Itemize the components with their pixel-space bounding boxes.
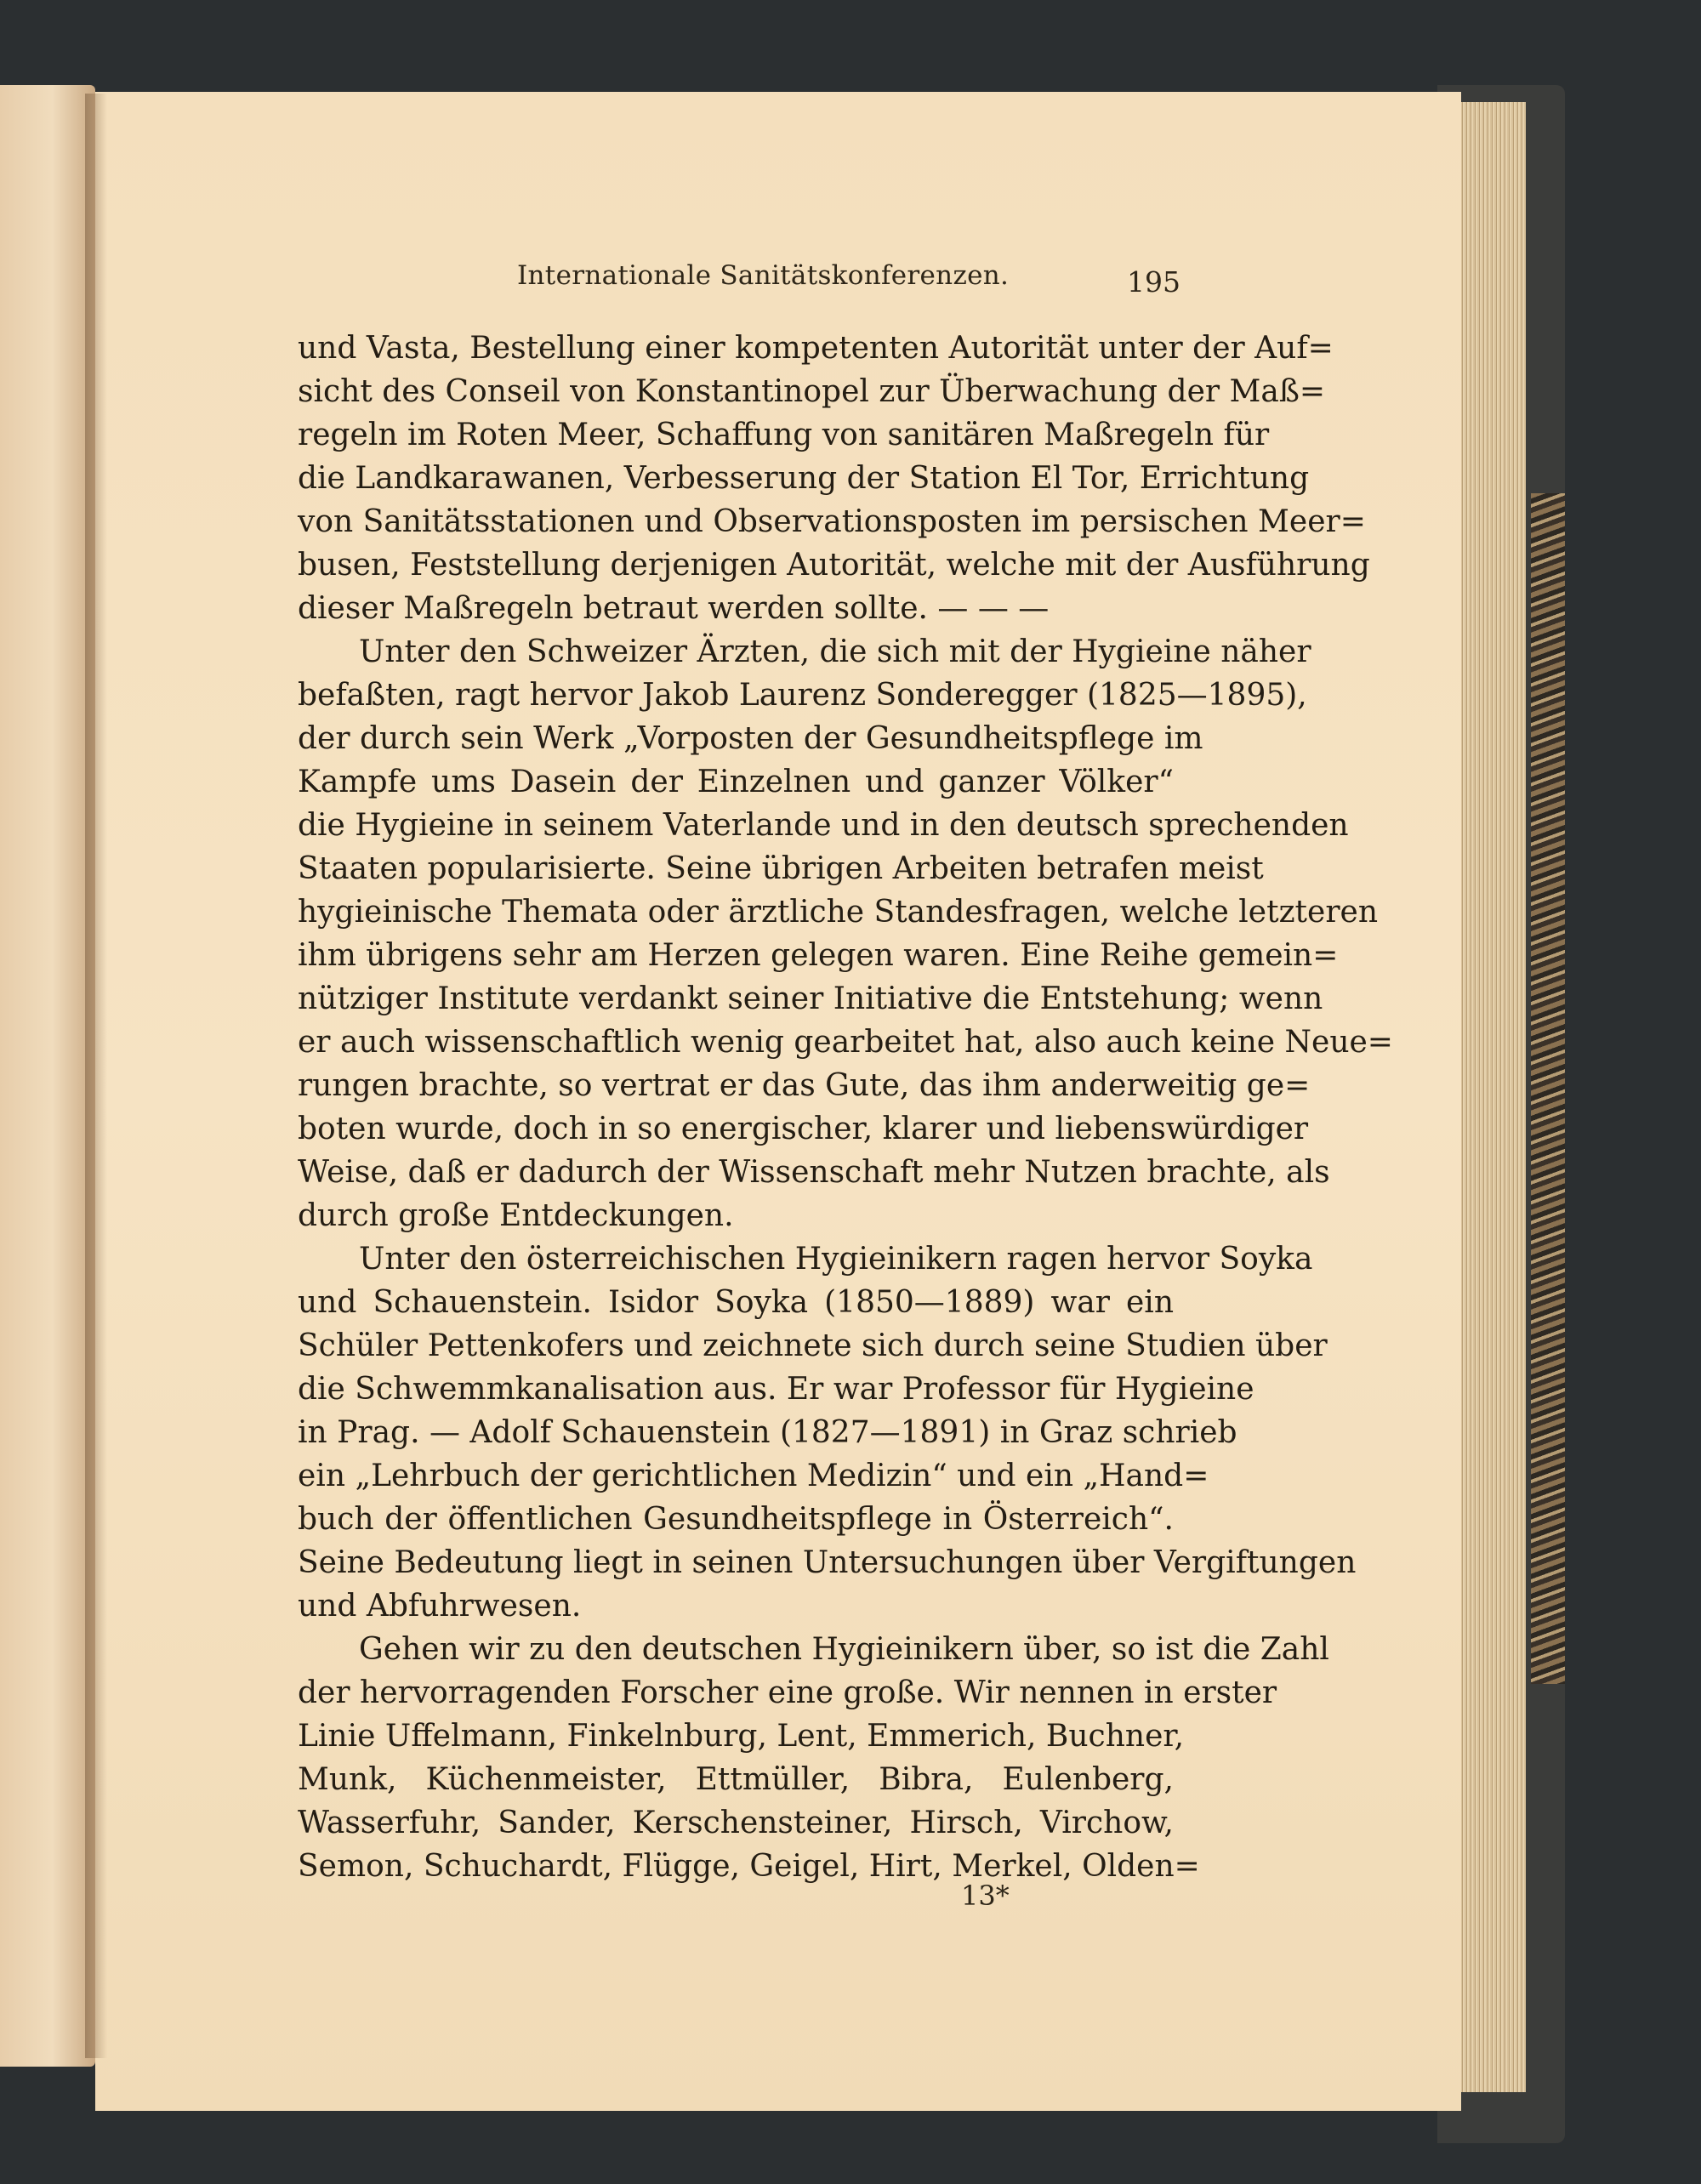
text-line: die Hygieine in seinem Vaterlande und in den deutsch sprechenden — [298, 808, 1349, 843]
page-block-edge — [1456, 102, 1526, 2092]
running-head: Internationale Sanitätskonferenzen. — [517, 260, 1010, 291]
text-line: nütziger Institute verdankt seiner Initiative die Entstehung; wenn — [298, 981, 1323, 1016]
text-line: hygieinische Themata oder ärztliche Standesfragen, welche letzteren — [298, 895, 1379, 930]
text-line: sicht des Conseil von Konstantinopel zur Überwachung der Maß= — [298, 374, 1326, 409]
text-line: durch große Entdeckungen. — [298, 1198, 734, 1233]
book-gutter — [85, 94, 107, 2058]
left-page-edge — [0, 85, 95, 2067]
text-line: Linie Uffelmann, Finkelnburg, Lent, Emmerich, Buchner, — [298, 1719, 1185, 1754]
text-line: von Sanitätsstationen und Observationsposten im persischen Meer= — [298, 504, 1366, 539]
text-line: er auch wissenschaftlich wenig gearbeitet hat, also auch keine Neue= — [298, 1025, 1393, 1060]
text-line: rungen brachte, so vertrat er das Gute, das ihm anderweitig ge= — [298, 1068, 1311, 1103]
text-line: Seine Bedeutung liegt in seinen Untersuchungen über Vergiftungen — [298, 1545, 1357, 1580]
text-line: dieser Maßregeln betraut werden sollte. — — — — [298, 591, 1050, 626]
text-line: Gehen wir zu den deutschen Hygieinikern über, so ist die Zahl — [359, 1632, 1329, 1667]
text-line: ihm übrigens sehr am Herzen gelegen waren. Eine Reihe gemein= — [298, 938, 1339, 973]
text-line: Staaten popularisierte. Seine übrigen Arbeiten betrafen meist — [298, 851, 1264, 886]
text-line: Kampfe ums Dasein der Einzelnen und ganzer Völker“ — [298, 765, 1174, 799]
text-line: Wasserfuhr, Sander, Kerschensteiner, Hirsch, Virchow, — [298, 1806, 1174, 1840]
text-line: regeln im Roten Meer, Schaffung von sanitären Maßregeln für — [298, 418, 1270, 452]
text-line: befaßten, ragt hervor Jakob Laurenz Sonderegger (1825—1895), — [298, 678, 1307, 713]
marbled-cover-edge — [1531, 493, 1565, 1684]
body-text — [298, 327, 1393, 1884]
signature-mark: 13* — [961, 1880, 1010, 1912]
text-line: ein „Lehrbuch der gerichtlichen Medizin“ und ein „Hand= — [298, 1459, 1209, 1493]
text-line: Unter den österreichischen Hygieinikern ragen hervor Soyka — [359, 1242, 1313, 1277]
text-line: Munk, Küchenmeister, Ettmüller, Bibra, Eulenberg, — [298, 1762, 1174, 1797]
text-line: der hervorragenden Forscher eine große. Wir nennen in erster — [298, 1675, 1277, 1710]
text-line: der durch sein Werk „Vorposten der Gesundheitspflege im — [298, 721, 1203, 756]
text-line: Weise, daß er dadurch der Wissenschaft mehr Nutzen brachte, als — [298, 1155, 1330, 1190]
text-line: und Vasta, Bestellung einer kompetenten Autorität unter der Auf= — [298, 331, 1334, 366]
text-line: Semon, Schuchardt, Flügge, Geigel, Hirt, Merkel, Olden= — [298, 1849, 1200, 1884]
text-line: Schüler Pettenkofers und zeichnete sich durch seine Studien über — [298, 1328, 1328, 1363]
text-line: in Prag. — Adolf Schauenstein (1827—1891) in Graz schrieb — [298, 1415, 1237, 1450]
text-line: und Schauenstein. Isidor Soyka (1850—1889) war ein — [298, 1285, 1174, 1320]
text-line: boten wurde, doch in so energischer, klarer und liebenswürdiger — [298, 1112, 1309, 1146]
text-line: busen, Feststellung derjenigen Autorität, welche mit der Ausführung — [298, 548, 1370, 583]
page-number: 195 — [1127, 265, 1180, 299]
text-line: und Abfuhrwesen. — [298, 1589, 582, 1624]
text-line: buch der öffentlichen Gesundheitspflege in Österreich“. — [298, 1502, 1174, 1537]
text-line: Unter den Schweizer Ärzten, die sich mit der Hygieine näher — [359, 634, 1311, 669]
text-line: die Landkarawanen, Verbesserung der Station El Tor, Errichtung — [298, 461, 1310, 496]
text-line: die Schwemmkanalisation aus. Er war Professor für Hygieine — [298, 1372, 1254, 1407]
